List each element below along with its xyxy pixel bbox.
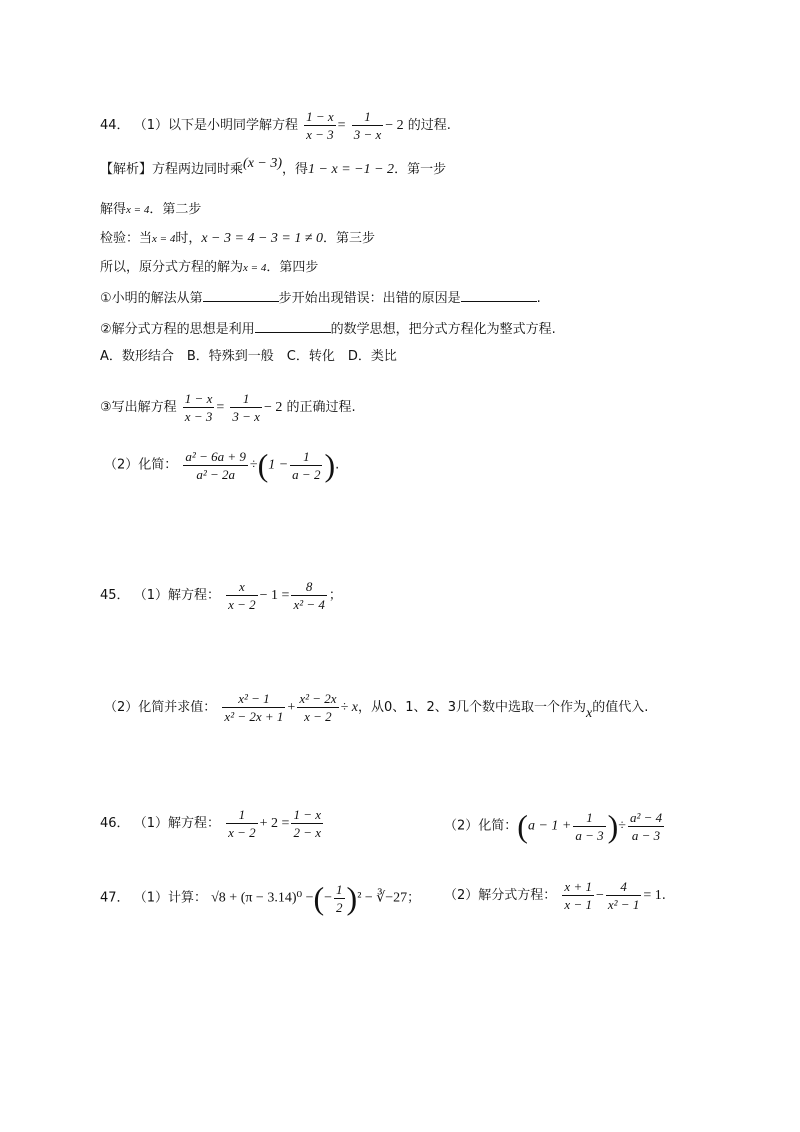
- math-text: ；: [328, 588, 342, 603]
- answer-blank-method[interactable]: [255, 318, 331, 333]
- fraction: [183, 390, 215, 425]
- math-text: a² − 4: [629, 809, 663, 825]
- math-text: （1）解方程：: [133, 816, 220, 831]
- math-text: −: [324, 890, 333, 906]
- fraction: [230, 390, 262, 425]
- math-text: 1 − x: [306, 109, 334, 124]
- math-text: .: [335, 457, 340, 473]
- q45-number: 45．: [100, 588, 130, 603]
- math-text: ，从0、1、2、3几个数中选取一个作为: [357, 700, 587, 715]
- math-text: a² − 6a + 9: [185, 448, 246, 464]
- math-text: = 1: [643, 888, 662, 903]
- q44-step2: [100, 200, 201, 220]
- math-text: 3 − x: [353, 127, 382, 142]
- math-text: ①小明的解法从第: [100, 291, 203, 306]
- math-text: 所以，原分式方程的解为: [100, 260, 244, 275]
- fraction: [291, 578, 326, 613]
- math-text: 1: [290, 448, 322, 466]
- math-text: x² − 1: [607, 897, 640, 912]
- math-text: x² − 4: [293, 597, 325, 612]
- math-text: x − 2: [304, 709, 332, 724]
- math-text: x² − 2x + 1: [224, 709, 284, 724]
- fraction: [290, 448, 322, 483]
- math-text: − 2: [385, 118, 404, 133]
- q47-part1: [100, 878, 420, 918]
- math-text: x + 1: [564, 879, 592, 894]
- math-text: x: [226, 578, 258, 596]
- q44-options: A．数形结合 B．特殊到一般 C．转化 D．类比: [100, 349, 397, 364]
- q44-lhs-fraction: [304, 108, 336, 143]
- fraction: [226, 578, 258, 613]
- q46-part1: [100, 806, 325, 841]
- math-text: ③写出解方程: [100, 400, 177, 415]
- math-text: a − 1 +: [527, 818, 572, 834]
- fraction: [222, 690, 285, 725]
- q44-rhs-fraction: [352, 108, 384, 143]
- fraction: [226, 806, 258, 841]
- math-text: 的数学思想，把分式方程化为整式方程.: [330, 322, 556, 337]
- math-text: （2）化简并求值：: [104, 700, 217, 715]
- analysis-label: 【解析】: [100, 162, 153, 177]
- math-text: 解得: [100, 202, 127, 217]
- q44-sub2: [100, 318, 556, 340]
- q44-sub3: [100, 390, 356, 425]
- math-text: − 1 =: [259, 588, 290, 603]
- math-text: ): [346, 880, 358, 916]
- math-text: (: [257, 447, 269, 483]
- q44-part2: [104, 445, 339, 485]
- fraction: [334, 881, 345, 916]
- math-text: 时，: [175, 231, 202, 246]
- q44-line1: [100, 108, 451, 143]
- q44-step4: [100, 258, 318, 278]
- math-text: (x − 3): [243, 156, 283, 171]
- math-text: ；: [407, 890, 421, 906]
- math-text: ．第三步: [323, 231, 376, 246]
- math-text: （1）解方程：: [133, 588, 220, 603]
- fraction: [297, 690, 338, 725]
- math-text: （2）化简：: [104, 457, 178, 473]
- math-text: （2）化简：: [444, 818, 518, 834]
- math-text: x² − 1: [222, 690, 285, 708]
- math-text: 方程两边同时乘: [152, 162, 244, 177]
- q45-part1: [100, 578, 342, 613]
- math-text: 检验：当: [100, 231, 153, 246]
- q44-part1-label: （1）以下是小明同学解方程: [133, 118, 298, 133]
- math-text: ): [607, 808, 619, 844]
- fraction: [606, 878, 641, 913]
- math-text: =: [216, 400, 225, 415]
- fraction: [628, 809, 664, 844]
- q44-step3: [100, 229, 375, 249]
- math-text: 1: [226, 806, 258, 824]
- math-text: a − 3: [631, 827, 661, 843]
- math-text: 1: [573, 809, 605, 827]
- q47-number: 47．: [100, 890, 130, 906]
- math-text: 8: [291, 578, 326, 596]
- math-text: 2 − x: [293, 825, 321, 840]
- q45-part2: [104, 690, 648, 725]
- math-text: 的过程.: [407, 118, 451, 133]
- math-text: x − 1: [564, 897, 592, 912]
- math-text: ，得: [282, 162, 309, 177]
- fraction: [573, 809, 605, 844]
- math-text: x − 2: [228, 597, 256, 612]
- math-text: x: [586, 706, 593, 721]
- math-text: ②解分式方程的思想是利用: [100, 322, 255, 337]
- answer-blank-reason[interactable]: [461, 287, 537, 302]
- math-text: + 2 =: [259, 816, 290, 831]
- math-text: 1: [336, 881, 343, 897]
- math-text: x = 4: [243, 262, 267, 274]
- math-text: （2）解分式方程：: [444, 888, 557, 903]
- math-text: ．第四步: [266, 260, 319, 275]
- math-text: a − 2: [292, 466, 321, 482]
- math-text: x − 3: [184, 409, 213, 424]
- math-text: (: [313, 880, 325, 916]
- math-text: x − 3: [306, 127, 334, 142]
- math-text: ): [324, 447, 336, 483]
- math-text: −: [595, 888, 604, 903]
- math-text: ÷: [249, 457, 258, 473]
- math-text: +: [287, 700, 296, 715]
- q46-part2: [444, 806, 666, 846]
- math-text: ÷: [618, 818, 626, 834]
- math-text: .: [536, 291, 541, 306]
- math-text: ．第一步: [394, 162, 447, 177]
- math-text: 2: [336, 899, 343, 915]
- math-text: 步开始出现错误：出错的原因是: [278, 291, 461, 306]
- fraction: [562, 878, 594, 913]
- q44-step1: [100, 156, 447, 180]
- math-text: 1 − x: [293, 807, 321, 822]
- math-text: ² − ∛−27: [357, 890, 408, 906]
- math-text: x − 3 = 4 − 3 = 1 ≠ 0: [201, 231, 324, 246]
- math-text: x = 4: [152, 233, 176, 245]
- answer-blank-step[interactable]: [203, 287, 279, 302]
- math-text: 1 −: [268, 457, 289, 473]
- math-text: − 2: [263, 400, 283, 415]
- fraction: [291, 806, 323, 841]
- math-text: a − 3: [575, 827, 604, 843]
- math-text: 3 − x: [232, 409, 260, 424]
- q44-number: 44．: [100, 118, 130, 133]
- math-text: 的值代入.: [592, 700, 649, 715]
- q44-sub1: [100, 287, 541, 309]
- math-text: .: [661, 888, 666, 903]
- math-text: （1）计算：: [133, 890, 207, 906]
- math-text: 1 − x = −1 − 2: [308, 162, 395, 177]
- q46-number: 46．: [100, 816, 130, 831]
- math-text: x = 4: [126, 204, 150, 216]
- math-text: x² − 2x: [299, 691, 337, 706]
- math-text: 1: [352, 108, 384, 126]
- math-text: ．第二步: [149, 202, 202, 217]
- math-text: x − 2: [228, 825, 256, 840]
- math-text: 4: [606, 878, 641, 896]
- math-text: √8 + (π − 3.14)⁰ −: [211, 890, 314, 906]
- math-text: (: [517, 808, 528, 844]
- q47-part2: [444, 878, 666, 913]
- math-text: ÷ x: [340, 700, 358, 715]
- math-text: a² − 2a: [196, 466, 235, 482]
- math-text: =: [337, 118, 346, 133]
- math-text: 1 − x: [184, 391, 213, 406]
- q44-part2-fraction: [183, 448, 247, 483]
- math-text: 1: [230, 390, 262, 408]
- math-text: 的正确过程.: [286, 400, 356, 415]
